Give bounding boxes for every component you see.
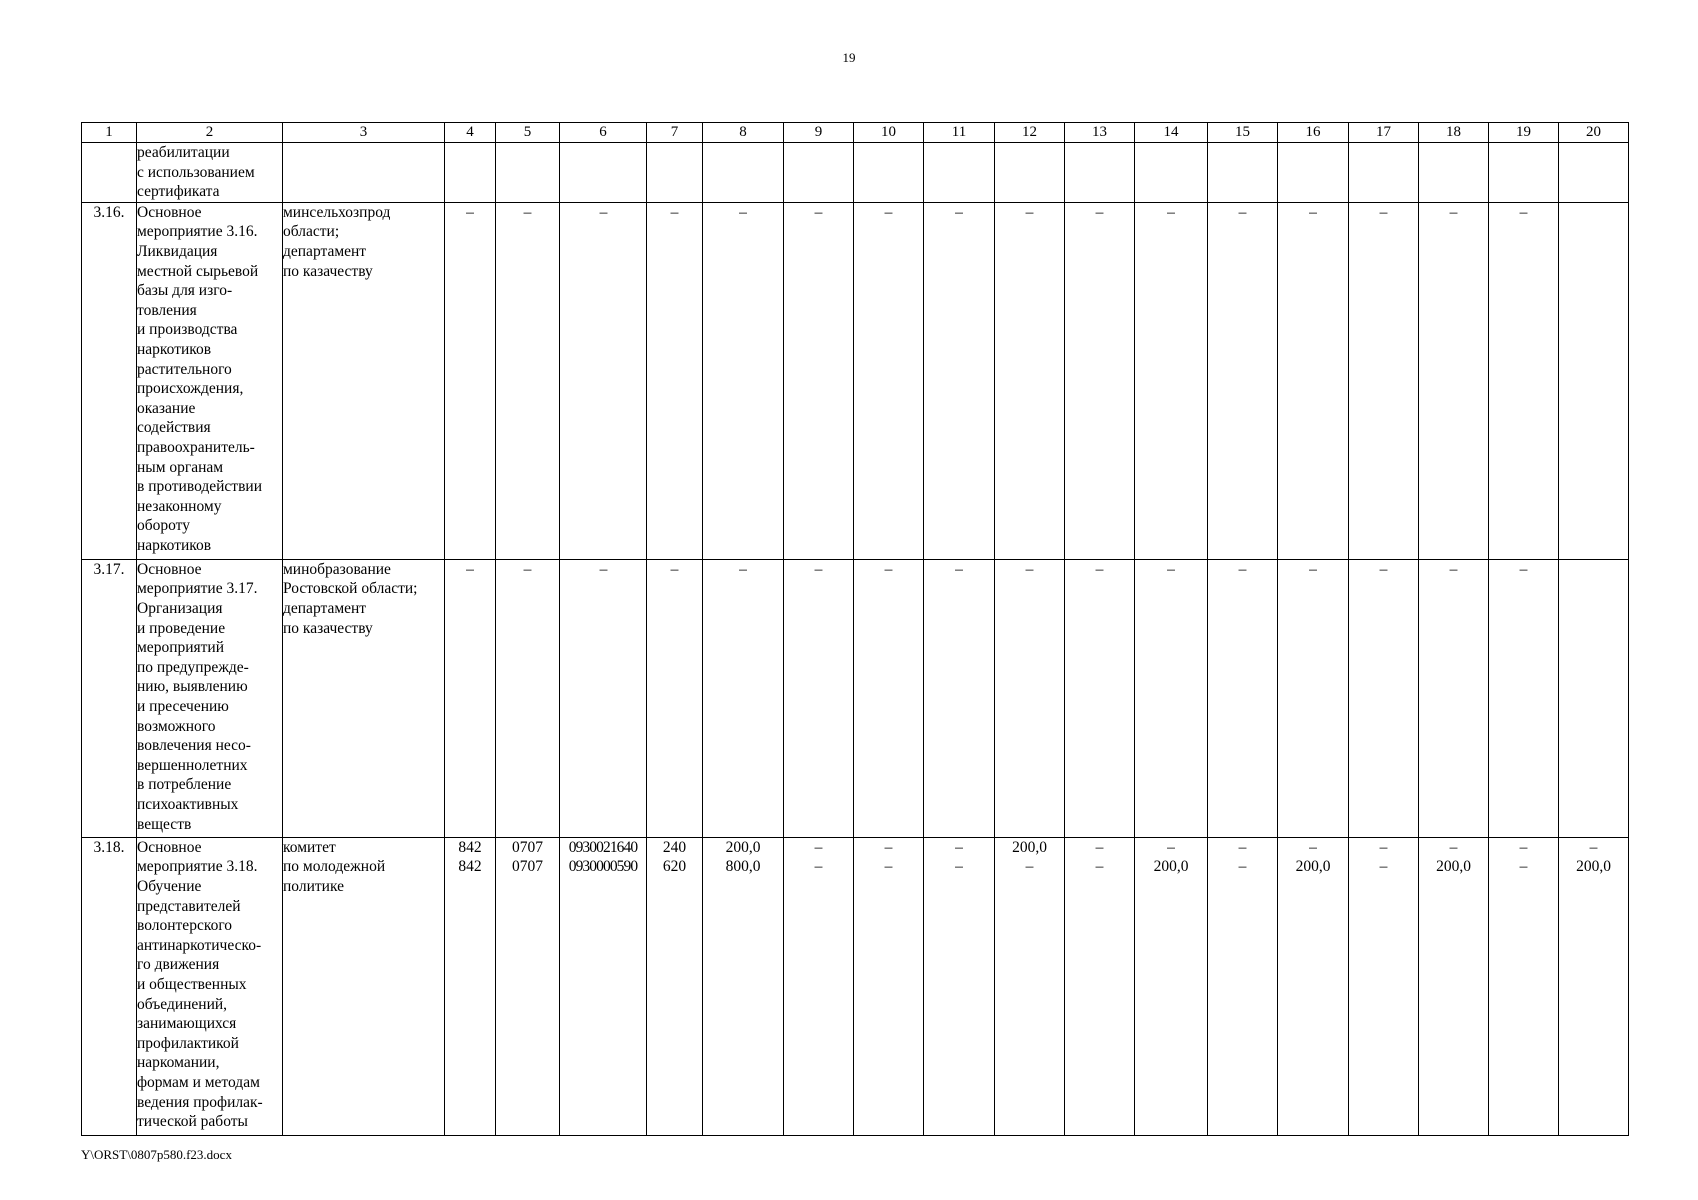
executor-cell xyxy=(283,143,445,203)
value-cell: – xyxy=(784,202,854,559)
executor-cell: комитет по молодежной политике xyxy=(283,837,445,1135)
value-cell: 0707 0707 xyxy=(496,837,560,1135)
value-cell: – – xyxy=(1065,837,1135,1135)
table-row xyxy=(82,837,1629,1135)
value-cell: – xyxy=(1135,559,1208,837)
value-cell: – xyxy=(647,202,703,559)
value-cell: – xyxy=(560,559,647,837)
value-cell: – xyxy=(784,559,854,837)
header-cell: 9 xyxy=(784,123,854,143)
value-cell: – 200,0 xyxy=(1419,837,1489,1135)
activity-name-cell: Основное мероприятие 3.16. Ликвидация местной сырьевой базы для изго- товления и производства наркотиков растительного происхождения, оказание содействия правоохранитель- ным органам в противодействии незаконному обороту наркотиков xyxy=(137,202,283,559)
value-cell xyxy=(1559,202,1629,559)
value-cell: – xyxy=(854,202,924,559)
header-cell: 3 xyxy=(283,123,445,143)
header-cell: 8 xyxy=(703,123,784,143)
value-cell: – xyxy=(496,559,560,837)
value-cell: – xyxy=(995,559,1065,837)
table-row xyxy=(82,559,1629,837)
header-cell: 19 xyxy=(1489,123,1559,143)
value-cell: – xyxy=(1065,202,1135,559)
header-cell: 5 xyxy=(496,123,560,143)
row-number-cell xyxy=(82,143,137,203)
value-cell xyxy=(854,143,924,203)
activity-name-cell: реабилитации с использованием сертификата xyxy=(137,143,283,203)
header-cell: 13 xyxy=(1065,123,1135,143)
header-cell: 6 xyxy=(560,123,647,143)
value-cell: 200,0 800,0 xyxy=(703,837,784,1135)
value-cell: – xyxy=(854,559,924,837)
value-cell: – xyxy=(995,202,1065,559)
value-cell: – xyxy=(1208,559,1278,837)
value-cell: – – xyxy=(784,837,854,1135)
value-cell: – xyxy=(1278,202,1349,559)
value-cell xyxy=(1489,143,1559,203)
header-cell: 17 xyxy=(1349,123,1419,143)
value-cell xyxy=(1559,143,1629,203)
header-cell: 2 xyxy=(137,123,283,143)
value-cell xyxy=(1349,143,1419,203)
header-cell: 7 xyxy=(647,123,703,143)
value-cell: – xyxy=(445,559,496,837)
value-cell: – xyxy=(1278,559,1349,837)
table-body xyxy=(82,123,1629,1136)
value-cell: – xyxy=(496,202,560,559)
value-cell: – xyxy=(1065,559,1135,837)
value-cell: – xyxy=(924,202,995,559)
header-cell: 1 xyxy=(82,123,137,143)
value-cell: – – xyxy=(854,837,924,1135)
value-cell: – xyxy=(1349,202,1419,559)
header-cell: 14 xyxy=(1135,123,1208,143)
program-activities-table xyxy=(81,122,1629,1136)
row-number-cell: 3.17. xyxy=(82,559,137,837)
header-cell: 18 xyxy=(1419,123,1489,143)
value-cell: – – xyxy=(924,837,995,1135)
value-cell xyxy=(445,143,496,203)
header-cell: 4 xyxy=(445,123,496,143)
value-cell xyxy=(995,143,1065,203)
value-cell: 240 620 xyxy=(647,837,703,1135)
page-number: 19 xyxy=(842,50,856,65)
value-cell: – 200,0 xyxy=(1559,837,1629,1135)
value-cell: – xyxy=(1489,202,1559,559)
value-cell xyxy=(924,143,995,203)
executor-cell: минобразование Ростовской области; департамент по казачеству xyxy=(283,559,445,837)
value-cell xyxy=(560,143,647,203)
value-cell xyxy=(1135,143,1208,203)
value-cell xyxy=(784,143,854,203)
value-cell: – xyxy=(1349,559,1419,837)
header-cell: 20 xyxy=(1559,123,1629,143)
value-cell: – – xyxy=(1349,837,1419,1135)
value-cell: 842 842 xyxy=(445,837,496,1135)
value-cell: – xyxy=(1489,559,1559,837)
value-cell xyxy=(1065,143,1135,203)
value-cell: – – xyxy=(1489,837,1559,1135)
value-cell: – xyxy=(1419,202,1489,559)
value-cell: – xyxy=(703,559,784,837)
value-cell: – xyxy=(445,202,496,559)
activity-name-cell: Основное мероприятие 3.17. Организация и проведение мероприятий по предупрежде- нию, выявлению и пресечению возможного вовлечения несо- вершеннолетних в потребление психоактивных веществ xyxy=(137,559,283,837)
value-cell: – xyxy=(560,202,647,559)
executor-cell: минсельхозпрод области; департамент по казачеству xyxy=(283,202,445,559)
header-cell: 10 xyxy=(854,123,924,143)
header-cell: 12 xyxy=(995,123,1065,143)
footer-file-path: Y\ORST\0807p580.f23.docx xyxy=(81,1147,232,1162)
value-cell: – xyxy=(1208,202,1278,559)
value-cell xyxy=(1208,143,1278,203)
value-cell: – 200,0 xyxy=(1135,837,1208,1135)
header-cell: 11 xyxy=(924,123,995,143)
row-number-cell: 3.18. xyxy=(82,837,137,1135)
value-cell xyxy=(647,143,703,203)
value-cell: – – xyxy=(1208,837,1278,1135)
value-cell xyxy=(1278,143,1349,203)
value-cell: – xyxy=(703,202,784,559)
activity-name-cell: Основное мероприятие 3.18. Обучение представителей волонтерского антинаркотическо- го движения и общественных объединений, занимающихся профилактикой наркомании, формам и методам ведения профилак- тической работы xyxy=(137,837,283,1135)
column-number-header-row xyxy=(82,123,1629,143)
value-cell: – xyxy=(647,559,703,837)
header-cell: 16 xyxy=(1278,123,1349,143)
value-cell: – xyxy=(924,559,995,837)
value-cell xyxy=(703,143,784,203)
header-cell: 15 xyxy=(1208,123,1278,143)
value-cell: 0930021640 0930000590 xyxy=(560,837,647,1135)
value-cell: 200,0 – xyxy=(995,837,1065,1135)
table-row xyxy=(82,143,1629,203)
value-cell: – xyxy=(1419,559,1489,837)
value-cell: – xyxy=(1135,202,1208,559)
table-row xyxy=(82,202,1629,559)
value-cell xyxy=(1419,143,1489,203)
value-cell xyxy=(1559,559,1629,837)
value-cell xyxy=(496,143,560,203)
row-number-cell: 3.16. xyxy=(82,202,137,559)
value-cell: – 200,0 xyxy=(1278,837,1349,1135)
